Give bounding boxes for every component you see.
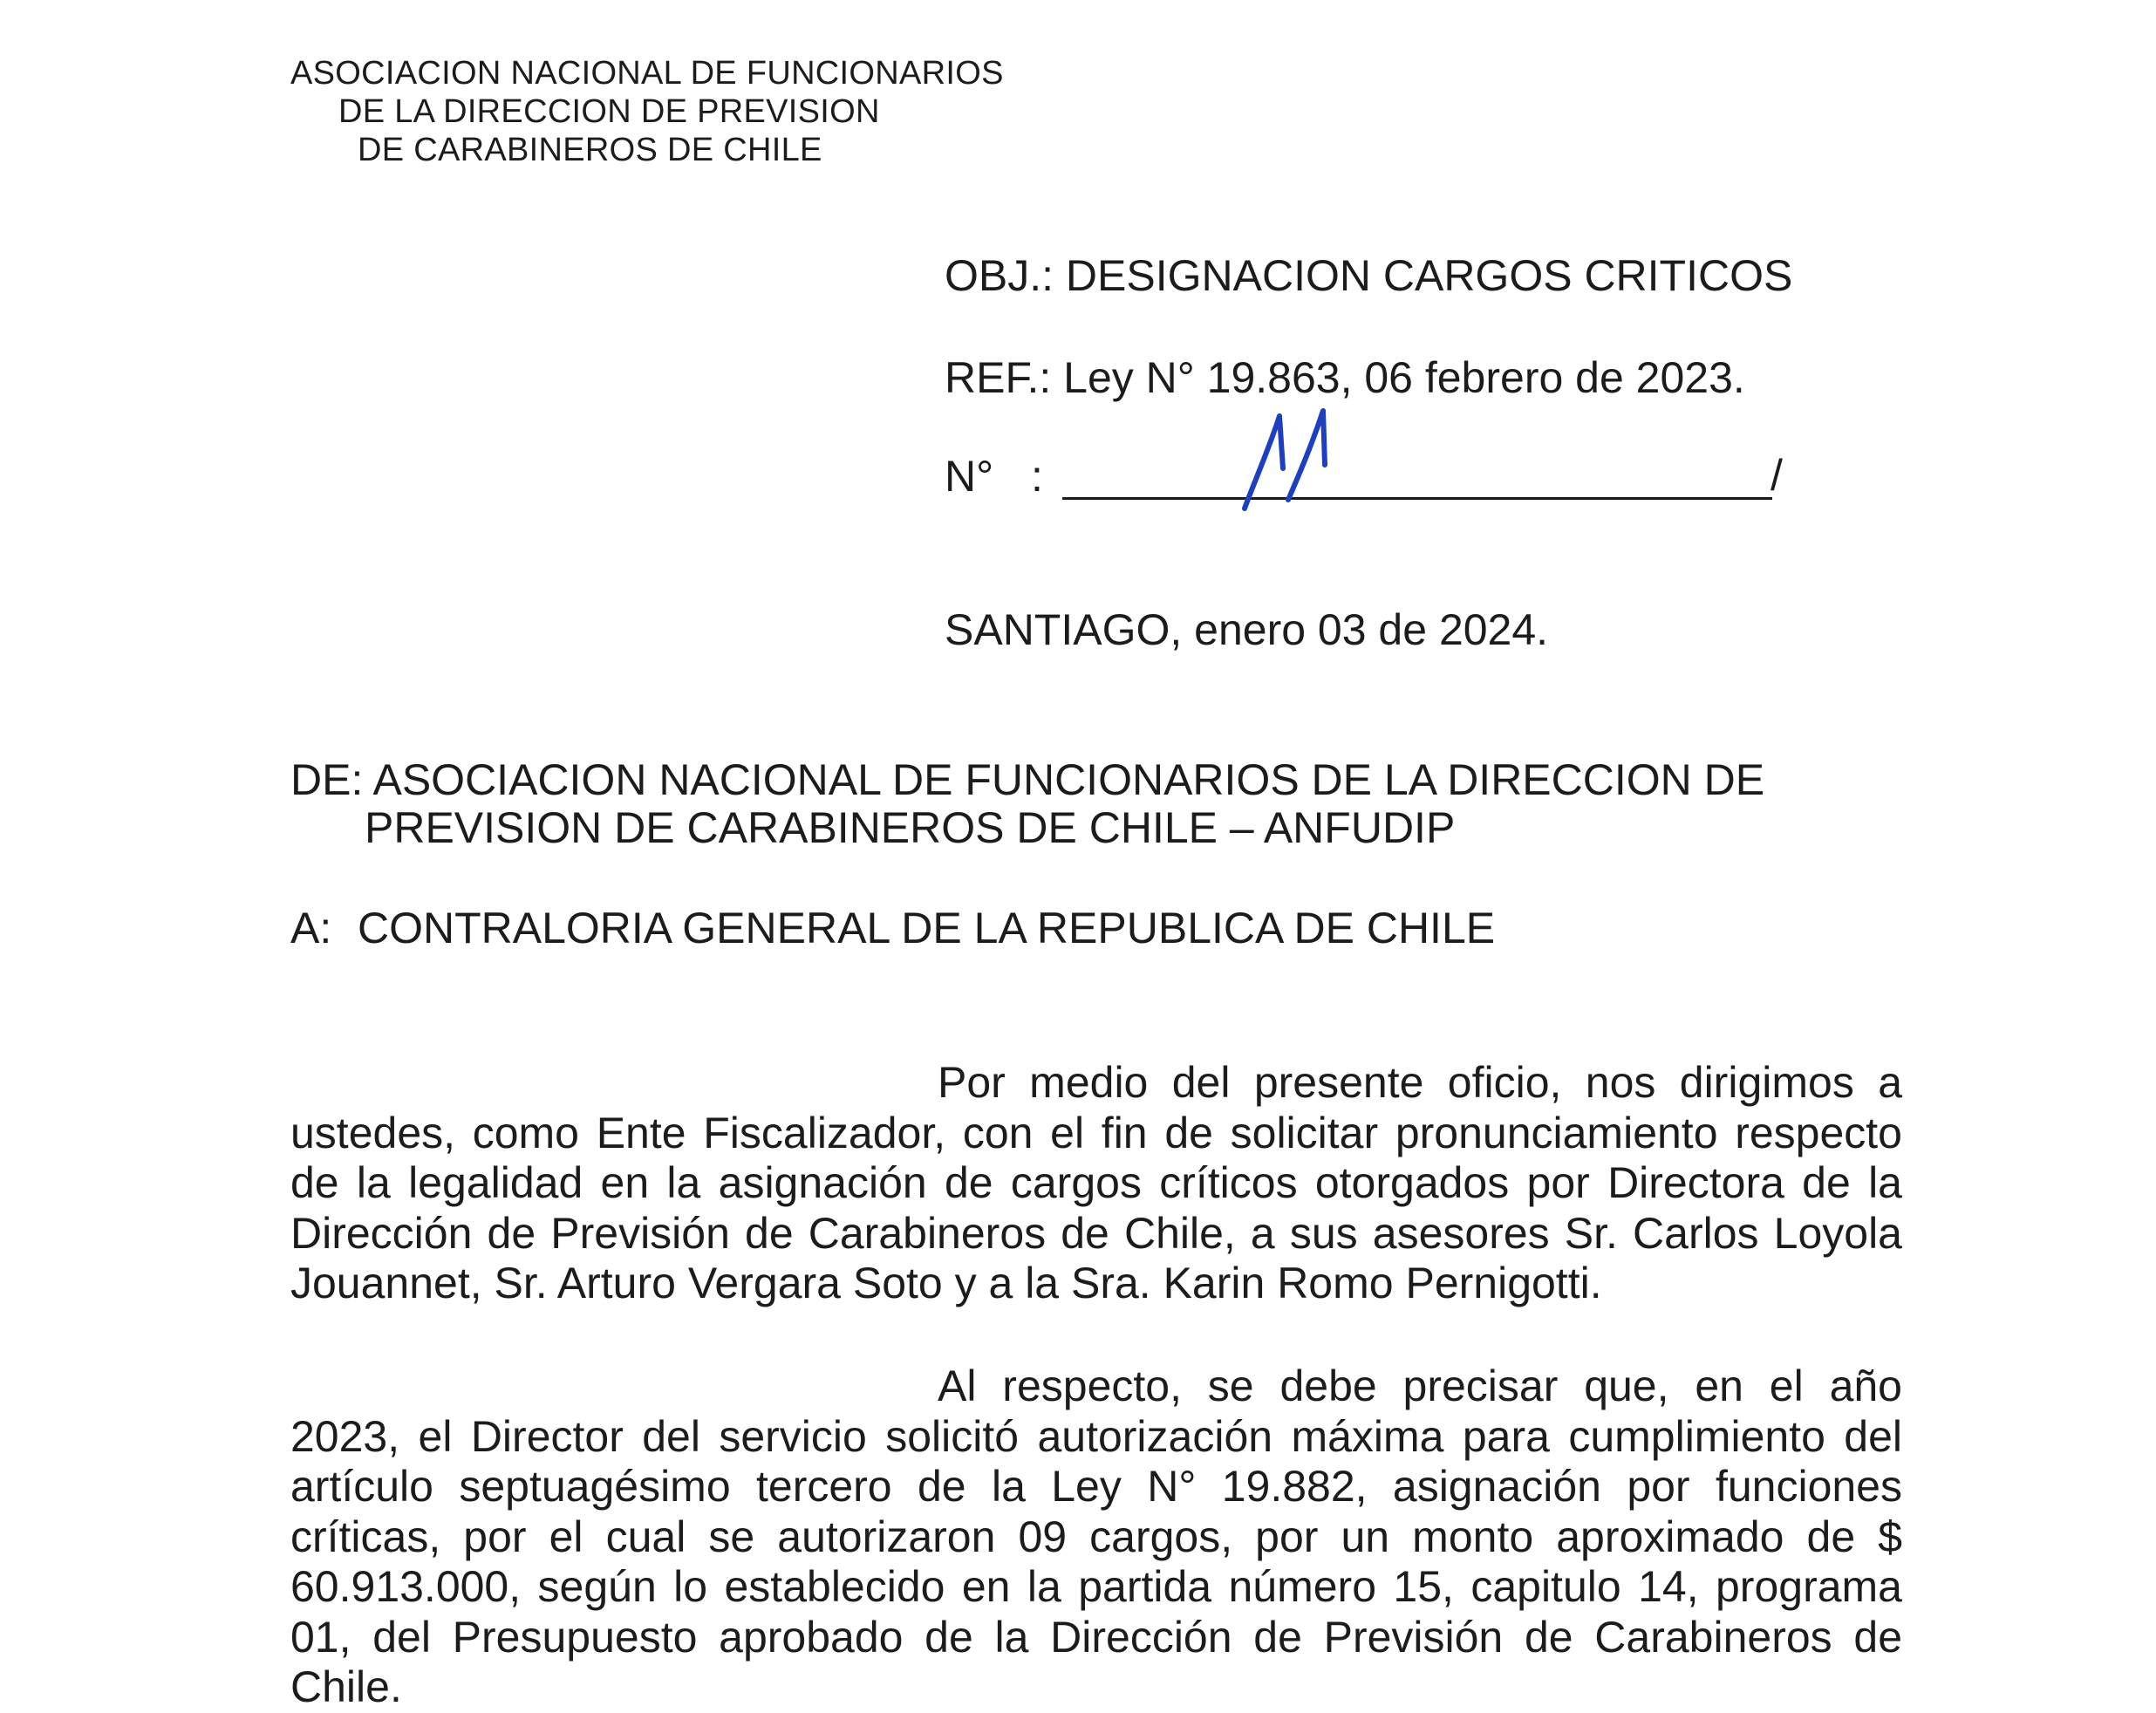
number-slash: / bbox=[1771, 451, 1783, 500]
paragraph-2-text: Al respecto, se debe precisar que, en el año 2023, el Director del servicio solicitó autorización máxima para cumplimiento del artículo septuagésimo tercero de la Ley N° 19.882, asignación por funciones críticas, por el cual se autorizaron 09 cargos, por un monto aproximado de $ 60.913.000, según lo establecido en la partida número 15, capitulo 14, programa 01, del Presupuesto aprobado de la Dirección de Previsión de Carabineros de Chile. bbox=[290, 1362, 1902, 1711]
date-line: SANTIAGO, enero 03 de 2024. bbox=[945, 605, 1549, 654]
reference-line: REF.: Ley N° 19.863, 06 febrero de 2023. bbox=[945, 353, 1745, 402]
letterhead-line-1: ASOCIACION NACIONAL DE FUNCIONARIOS bbox=[290, 55, 1004, 92]
number-label: N° bbox=[945, 452, 994, 501]
from-line-2: PREVISION DE CARABINEROS DE CHILE – ANFUDIP bbox=[365, 803, 1456, 852]
to-label: A: bbox=[290, 904, 332, 952]
letterhead-line-2: DE LA DIRECCION DE PREVISION bbox=[338, 93, 880, 130]
from-line-1: DE: ASOCIACION NACIONAL DE FUNCIONARIOS DE LA DIRECCION DE bbox=[290, 755, 1765, 804]
to-recipient: CONTRALORIA GENERAL DE LA REPUBLICA DE CHILE bbox=[358, 904, 1496, 952]
paragraph-1-text: Por medio del presente oficio, nos dirigimos a ustedes, como Ente Fiscalizador, con el fin de solicitar pronunciamiento respecto de la legalidad en la asignación de cargos críticos otorgados por Directora de la Dirección de Previsión de Carabineros de Chile, a sus asesores Sr. Carlos Loyola Jouannet, Sr. Arturo Vergara Soto y a la Sra. Karin Romo Pernigotti. bbox=[290, 1058, 1902, 1307]
number-colon: : bbox=[1031, 452, 1043, 501]
handwritten-number bbox=[1225, 406, 1339, 515]
body-paragraph-1 bbox=[290, 1058, 1902, 1309]
subject-line: OBJ.: DESIGNACION CARGOS CRITICOS bbox=[945, 251, 1793, 300]
number-underline bbox=[1062, 497, 1772, 500]
letterhead-line-3: DE CARABINEROS DE CHILE bbox=[358, 132, 822, 168]
body-paragraph-2 bbox=[290, 1362, 1902, 1713]
